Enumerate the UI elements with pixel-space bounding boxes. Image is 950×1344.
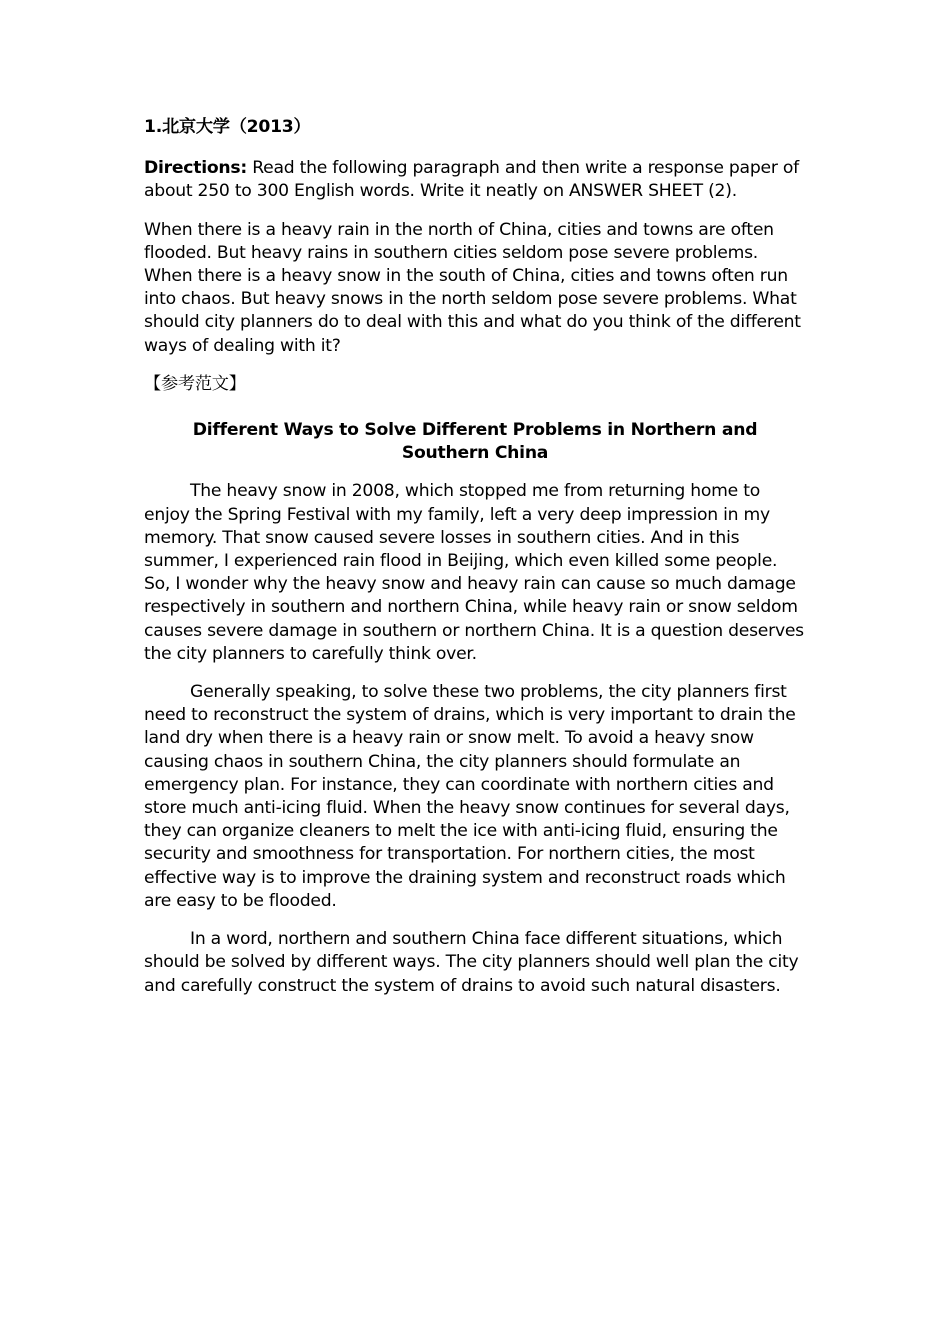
directions-label: Directions: (144, 158, 247, 179)
essay-paragraph-1: The heavy snow in 2008, which stopped me from returning home to enjoy the Spring Festival with my family, left a very deep impression in my memory. That snow caused severe losses in southern cities. And in this summer, I experienced rain flood in Beijing, which even killed some people. So, I wonder why the heavy snow and heavy rain can cause so much damage respectively in southern and northern China, while heavy rain or snow seldom causes severe damage in southern or northern China. It is a question deserves the city planners to carefully think over. (144, 481, 804, 664)
reference-label: 【参考范文】 (144, 373, 246, 394)
essay-paragraph-2: Generally speaking, to solve these two problems, the city planners first need to reconstruct the system of drains, which is very important to drain the land dry when there is a heavy rain or snow melt. To avoid a heavy snow causing chaos in southern China, the city planners should formulate an emergency plan. For instance, they can coordinate with northern cities and store much anti-icing fluid. When the heavy snow continues for several days, they can organize cleaners to melt the ice with anti-icing fluid, ensuring the security and smoothness for transportation. For northern cities, the most effective way is to improve the draining system and reconstruct roads which are easy to be flooded. (144, 682, 796, 911)
directions-paragraph (144, 157, 806, 203)
section-heading: 1.北京大学（2013） (144, 117, 311, 137)
essay-paragraph-3: In a word, northern and southern China face different situations, which should be solved by different ways. The city planners should well plan the city and carefully construct the system of drains to avoid such natural disasters. (144, 929, 799, 996)
directions-text: Read the following paragraph and then write a response paper of about 250 to 300 English words. Write it neatly on ANSWER SHEET (2). (144, 158, 799, 202)
document-page (144, 116, 806, 1013)
prompt-paragraph: When there is a heavy rain in the north of China, cities and towns are often flooded. But heavy rains in southern cities seldom pose severe problems. When there is a heavy snow in the south of China, cities and towns often run into chaos. But heavy snows in the north seldom pose severe problems. What should city planners do to deal with this and what do you think of the different ways of dealing with it? (144, 219, 801, 356)
essay-title: Different Ways to Solve Different Problems in Northern and Southern China (192, 420, 758, 464)
